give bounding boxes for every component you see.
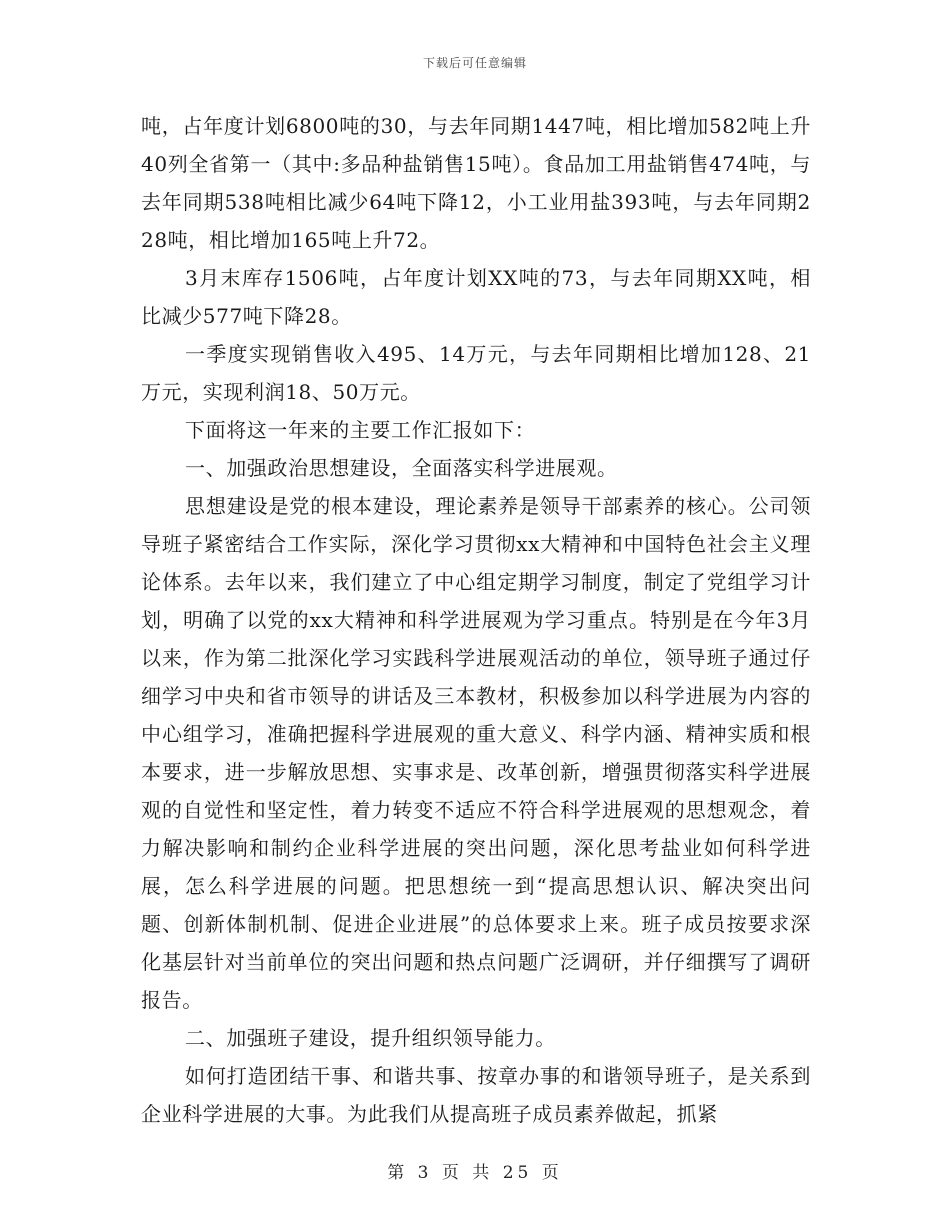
paragraph-1: 吨，占年度计划6800吨的30，与去年同期1447吨，相比增加582吨上升40列全省第一（其中:多品种盐销售15吨）。食品加工用盐销售474吨，与去年同期538吨相比减少64吨下降12，小工业用盐393吨，与去年同期228吨，相比增加165吨上升72。 [141, 114, 811, 252]
page-header: 下载后可任意编辑 [422, 56, 527, 70]
document-body [141, 107, 811, 1133]
section-heading-2: 二、加强班子建设，提升组织领导能力。 [185, 1026, 556, 1050]
section-heading-1: 一、加强政治思想建设，全面落实科学进展观。 [185, 456, 618, 480]
page-number-footer: 第 3 页 共 25 页 [387, 1163, 563, 1183]
paragraph-3: 一季度实现销售收入495、14万元，与去年同期相比增加128、21万元，实现利润18、50万元。 [141, 342, 811, 404]
paragraph-2: 3月末库存1506吨，占年度计划XX吨的73，与去年同期XX吨，相比减少577吨下降28。 [141, 266, 811, 328]
paragraph-8: 如何打造团结干事、和谐共事、按章办事的和谐领导班子，是关系到企业科学进展的大事。为此我们从提高班子成员素养做起，抓紧 [141, 1064, 811, 1126]
paragraph-4: 下面将这一年来的主要工作汇报如下： [185, 418, 536, 442]
paragraph-6: 思想建设是党的根本建设，理论素养是领导干部素养的核心。公司领导班子紧密结合工作实际，深化学习贯彻xx大精神和中国特色社会主义理论体系。去年以来，我们建立了中心组定期学习制度，制定了党组学习计划，明确了以党的xx大精神和科学进展观为学习重点。特别是在今年3月以来，作为第二批深化学习实践科学进展观活动的单位，领导班子通过仔细学习中央和省市领导的讲话及三本教材，积极参加以科学进展为内容的中心组学习，准确把握科学进展观的重大意义、科学内涵、精神实质和根本要求，进一步解放思想、实事求是、改革创新，增强贯彻落实科学进展观的自觉性和坚定性，着力转变不适应不符合科学进展观的思想观念，着力解决影响和制约企业科学进展的突出问题，深化思考盐业如何科学进展，怎么科学进展的问题。把思想统一到“提高思想认识、解决突出问题、创新体制机制、促进企业进展”的总体要求上来。班子成员按要求深化基层针对当前单位的突出问题和热点问题广泛调研，并仔细撰写了调研报告。 [141, 494, 811, 1012]
